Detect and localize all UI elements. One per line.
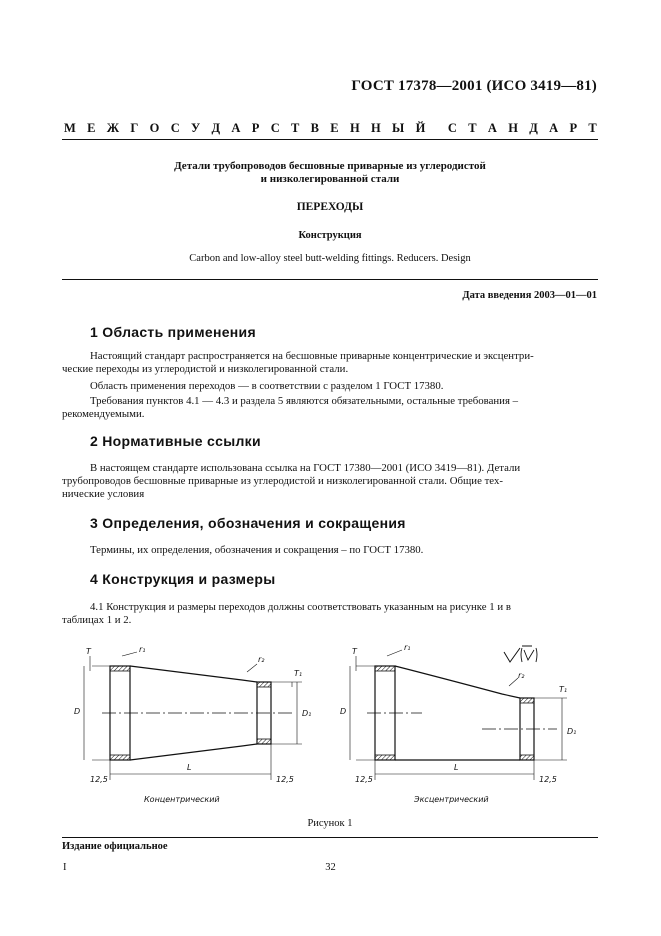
banner-letter: С [170,121,180,135]
section-2-para-1b: трубопроводов бесшовные приварные из углеродистой и низколегированной стали. Общие тех- [62,475,503,487]
dim-r1-right: r₁ [404,643,411,652]
document-main-title: ПЕРЕХОДЫ [296,201,364,213]
dim-s-right-a: 12,5 [355,775,373,784]
banner-letter: Т [468,121,477,135]
banner-letter: М [64,121,76,135]
banner-letter: Ы [392,121,405,135]
section-4-para-1b: таблицах 1 и 2. [62,614,132,626]
dim-L-right: L [454,763,459,772]
dim-s-right-b: 12,5 [539,775,557,784]
dim-L-left: L [187,763,192,772]
section-4-para-1a: 4.1 Конструкция и размеры переходов должны соответствовать указанным на рисунке 1 и в [90,601,511,613]
banner-letter: А [487,121,497,135]
document-subtitle: Конструкция [298,230,362,241]
section-1-para-1b: ческие переходы из углеродистой и низколегированной стали. [62,363,349,375]
dim-T1-left: T₁ [294,669,303,678]
section-4-heading: 4 Конструкция и размеры [90,571,276,587]
banner-letter: Е [87,121,96,135]
dim-s-left-b: 12,5 [276,775,294,784]
document-title [62,160,598,186]
concentric-label: Концентрический [144,795,220,804]
edition-note: Издание официальное [62,841,168,852]
eccentric-label: Эксцентрический [414,795,489,804]
banner-letter: А [549,121,559,135]
banner-letter: Р [569,121,578,135]
title-rule [62,279,598,280]
dim-D-left: D [74,707,81,716]
banner-letter: Е [330,121,339,135]
banner-letter: Й [415,121,426,135]
banner-letter: Н [370,121,381,135]
section-1-para-3b: рекомендуемыми. [62,408,145,420]
footer-rule [62,837,598,838]
dim-D1-left: D₁ [302,709,312,718]
dim-D-right: D [340,707,347,716]
concentric-reducer-drawing [84,652,302,780]
section-3-para-1: Термины, их определения, обозначения и сокращения – по ГОСТ 17380. [90,544,424,556]
figure-caption: Рисунок 1 [307,818,353,829]
banner-letter: Т [291,121,300,135]
banner-letter: Д [529,121,538,135]
dim-r2-right: r₂ [518,671,525,680]
section-1-para-1a: Настоящий стандарт распространяется на бесшовные приварные концентрические и эксцентри- [90,350,534,362]
left-number: I [63,862,67,873]
banner-letter: Р [251,121,260,135]
section-2-heading: 2 Нормативные ссылки [90,433,261,449]
section-1-para-2: Область применения переходов — в соответствии с разделом 1 ГОСТ 17380. [90,380,444,392]
banner-letter: Н [508,121,518,135]
standard-code: ГОСТ 17378—2001 (ИСО 3419—81) [351,78,597,94]
banner-letter: Т [588,121,597,135]
banner-letter: А [231,121,241,135]
english-title: Carbon and low-alloy steel butt-welding fittings. Reducers. Design [189,253,471,264]
section-1-heading: 1 Область применения [90,324,256,340]
banner-letter: С [447,121,457,135]
dim-D1-right: D₁ [567,727,577,736]
banner-letter: Г [130,121,139,135]
page-number: 32 [325,862,336,873]
dim-r1-left: r₁ [139,645,146,654]
banner-letter: В [310,121,319,135]
section-1-para-3a: Требования пунктов 4.1 — 4.3 и раздела 5 являются обязательными, остальные требования – [90,395,519,407]
banner-letter: У [191,121,201,135]
dim-T-left: T [86,647,91,656]
banner-letter: Н [349,121,360,135]
figure-1-reducers [62,642,598,812]
interstate-standard-banner [64,121,597,136]
banner-letter: С [270,121,280,135]
intro-date: Дата введения 2003—01—01 [462,290,597,301]
eccentric-reducer-drawing [350,646,567,780]
banner-letter: Д [211,121,221,135]
dim-T1-right: T₁ [559,685,568,694]
title-line-2: и низколегированной стали [260,173,400,185]
title-line-1: Детали трубопроводов бесшовные приварные из углеродистой [174,160,486,172]
dim-T-right: T [352,647,357,656]
section-2-para-1c: нические условия [62,488,145,500]
dim-s-left-a: 12,5 [90,775,108,784]
banner-letter: О [149,121,160,135]
banner-letter: Ж [106,121,120,135]
section-3-heading: 3 Определения, обозначения и сокращения [90,515,406,531]
section-2-para-1a: В настоящем стандарте использована ссылка на ГОСТ 17380—2001 (ИСО 3419—81). Детали [90,462,521,474]
header-rule [62,139,598,140]
dim-r2-left: r₂ [258,655,265,664]
